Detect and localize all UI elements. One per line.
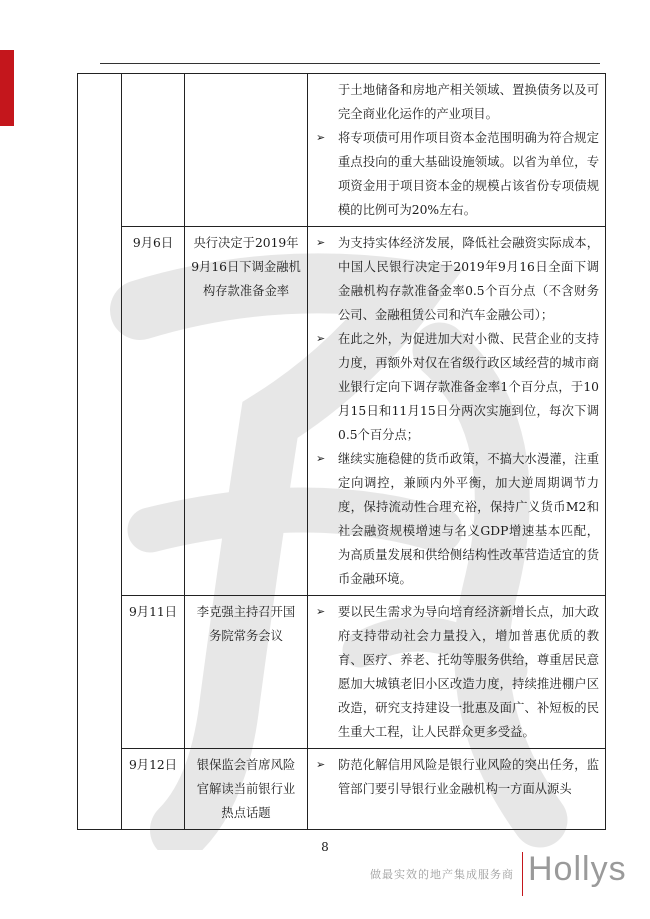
events-table — [77, 73, 606, 830]
detail-paragraph — [314, 600, 599, 744]
red-side-tab — [0, 50, 14, 126]
arrow-bullet-icon: ➢ — [316, 758, 326, 771]
arrow-bullet-icon: ➢ — [316, 605, 326, 618]
details-cell — [308, 227, 606, 596]
detail-text: 为支持实体经济发展，降低社会融资实际成本，中国人民银行决定于2019年9月16日全面下调金融机构存款准备金率0.5个百分点（不含财务公司、金融租赁公司和汽车金融公司）； — [338, 236, 599, 322]
arrow-bullet-icon: ➢ — [316, 131, 326, 144]
brand-divider — [522, 852, 523, 896]
arrow-bullet-icon: ➢ — [316, 236, 326, 249]
detail-paragraph — [314, 753, 599, 801]
detail-text: 将专项债可用作项目资本金范围明确为符合规定重点投向的重大基础设施领域。以省为单位，专项资金用于项目资本金的规模占该省份专项债规模的比例可为20%左右。 — [338, 131, 599, 217]
detail-text: 要以民生需求为导向培育经济新增长点，加大政府支持带动社会力量投入，增加普惠优质的教育、医疗、养老、托幼等服务供给，尊重居民意愿加大城镇老旧小区改造力度，持续推进棚户区改造，研究支持建设一批惠及面广、补短板的民生重大工程，让人民群众更多受益。 — [338, 605, 599, 739]
arrow-bullet-icon: ➢ — [316, 332, 326, 345]
detail-paragraph — [314, 447, 599, 591]
detail-text: 在此之外，为促进加大对小微、民营企业的支持力度，再额外对仅在省级行政区域经营的城市商业银行定向下调存款准备金率1个百分点，于10月15日和11月15日分两次实施到位，每次下调0.5个百分点； — [338, 332, 599, 442]
table-row — [78, 596, 606, 749]
arrow-bullet-icon: ➢ — [316, 452, 326, 465]
detail-paragraph — [314, 231, 599, 327]
event-cell — [185, 74, 308, 227]
detail-paragraph — [314, 126, 599, 222]
detail-text: 防范化解信用风险是银行业风险的突出任务，监管部门要引导银行业金融机构一方面从源头 — [338, 758, 599, 796]
footer-brand — [370, 850, 630, 900]
category-cell — [78, 74, 122, 830]
date-cell — [122, 74, 185, 227]
header-rule — [100, 63, 600, 64]
detail-paragraph — [314, 78, 599, 126]
details-cell — [308, 74, 606, 227]
table-row — [78, 227, 606, 596]
detail-paragraph — [314, 327, 599, 447]
table-row — [78, 749, 606, 830]
event-cell: 银保监会首席风险官解读当前银行业热点话题 — [185, 749, 308, 830]
date-cell: 9月6日 — [122, 227, 185, 596]
detail-text: 于土地储备和房地产相关领域、置换债务以及可完全商业化运作的产业项目。 — [338, 83, 599, 121]
date-cell: 9月11日 — [122, 596, 185, 749]
footer-tagline: 做最实效的地产集成服务商 — [370, 868, 514, 881]
table-row — [78, 74, 606, 227]
brand-logo-text: Hollys — [528, 850, 627, 888]
date-cell: 9月12日 — [122, 749, 185, 830]
details-cell — [308, 596, 606, 749]
event-cell: 央行决定于2019年9月16日下调金融机构存款准备金率 — [185, 227, 308, 596]
page-number: 8 — [321, 840, 329, 854]
event-cell: 李克强主持召开国务院常务会议 — [185, 596, 308, 749]
detail-text: 继续实施稳健的货币政策，不搞大水漫灌，注重定向调控，兼顾内外平衡，加大逆周期调节力度，保持流动性合理充裕，保持广义货币M2和社会融资规模增速与名义GDP增速基本匹配，为高质量发展和供给侧结构性改革营造适宜的货币金融环境。 — [338, 452, 599, 586]
details-cell — [308, 749, 606, 830]
